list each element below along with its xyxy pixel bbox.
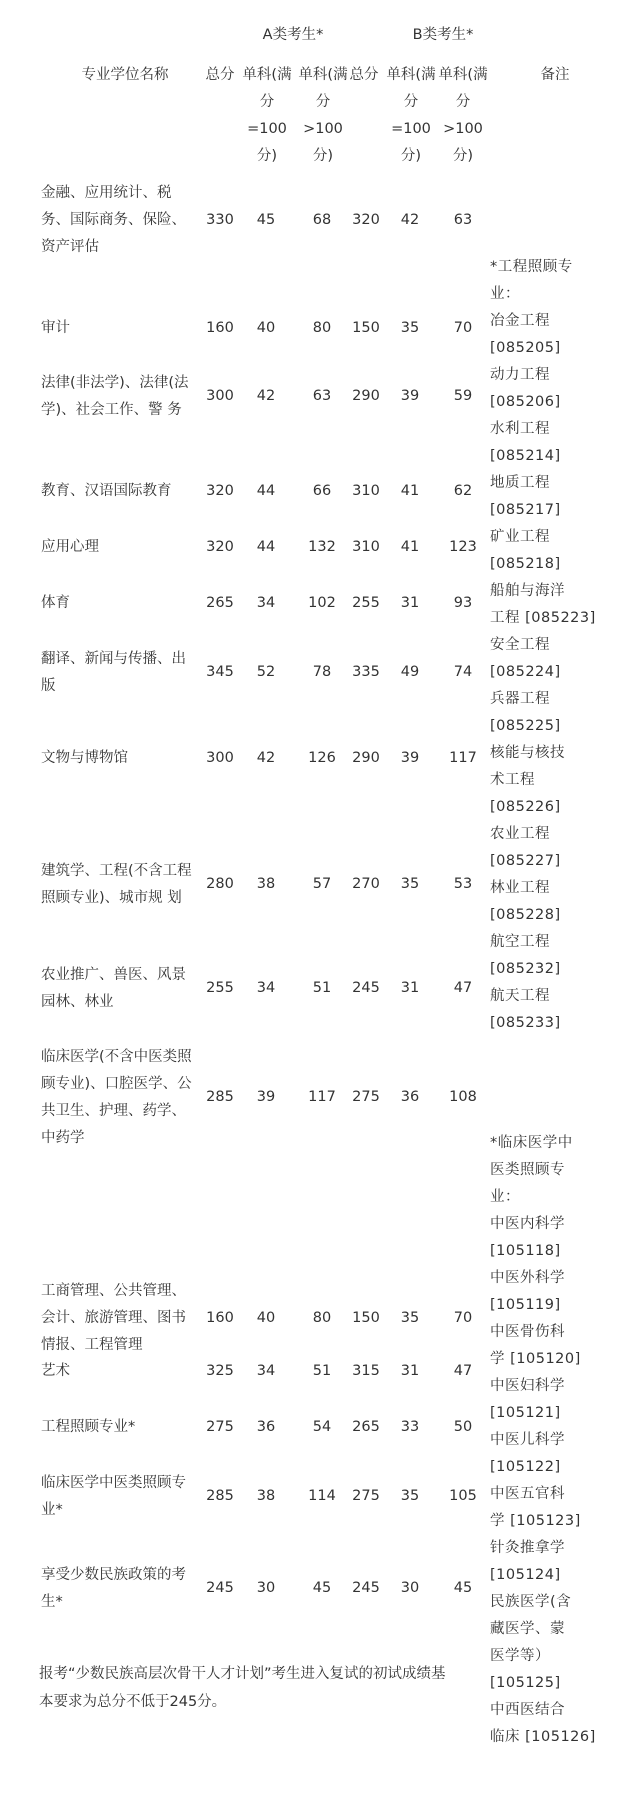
cell-b-total: 320 bbox=[352, 212, 380, 228]
cell-a-total: 245 bbox=[206, 1580, 234, 1596]
remark-line: [105119] bbox=[490, 1297, 561, 1313]
row-name bbox=[41, 858, 201, 912]
cell-b-eq100: 39 bbox=[400, 388, 420, 404]
remark-line: 临床 [105126] bbox=[490, 1729, 596, 1745]
cell-b-gt100: 108 bbox=[449, 1089, 477, 1105]
cell-b-gt100: 93 bbox=[453, 595, 473, 611]
cell-a-total: 255 bbox=[206, 980, 234, 996]
row-name-line: 临床医学中医类照顾专 bbox=[41, 1475, 186, 1491]
cell-b-total: 265 bbox=[352, 1419, 380, 1435]
header-line: 单科(满 bbox=[438, 67, 488, 83]
row-name bbox=[41, 1562, 201, 1616]
cell-b-eq100: 31 bbox=[400, 1363, 420, 1379]
remark-line: [085214] bbox=[490, 448, 561, 464]
cell-b-total: 290 bbox=[352, 388, 380, 404]
row-name-line: 农业推广、兽医、风景 bbox=[41, 967, 186, 983]
remark-line: [085217] bbox=[490, 502, 561, 518]
cell-a-eq100: 45 bbox=[256, 212, 276, 228]
remark-line: [085228] bbox=[490, 907, 561, 923]
remark-line: 民族医学(含 bbox=[490, 1594, 572, 1610]
remark-line: 地质工程 bbox=[490, 475, 550, 491]
row-name-line: 顾专业)、口腔医学、公 bbox=[41, 1076, 192, 1092]
row-name-line: 享受少数民族政策的考 bbox=[41, 1567, 186, 1583]
cell-b-total: 290 bbox=[352, 750, 380, 766]
remark-line: [085218] bbox=[490, 556, 561, 572]
footnote-line: 报考“少数民族高层次骨干人才计划”考生进入复试的初试成绩基 bbox=[39, 1666, 446, 1682]
cell-a-eq100: 34 bbox=[256, 595, 276, 611]
cell-a-eq100: 42 bbox=[256, 750, 276, 766]
cell-a-eq100: 52 bbox=[256, 664, 276, 680]
cell-a-gt100: 132 bbox=[308, 539, 336, 555]
col-header-b-total: 总分 bbox=[349, 67, 379, 83]
row-name-line: 应用心理 bbox=[41, 539, 99, 555]
row-name bbox=[41, 1470, 201, 1524]
remark-line: [105118] bbox=[490, 1243, 561, 1259]
header-line: =100 bbox=[247, 121, 287, 137]
cell-a-eq100: 39 bbox=[256, 1089, 276, 1105]
cell-a-total: 320 bbox=[206, 539, 234, 555]
remark-line: [085233] bbox=[490, 1015, 561, 1031]
row-name bbox=[41, 745, 201, 772]
remark-line: 藏医学、蒙 bbox=[490, 1621, 565, 1637]
cell-b-gt100: 123 bbox=[449, 539, 477, 555]
cell-a-eq100: 42 bbox=[256, 388, 276, 404]
remark-line: 兵器工程 bbox=[490, 691, 550, 707]
cell-a-total: 280 bbox=[206, 876, 234, 892]
cell-a-total: 285 bbox=[206, 1488, 234, 1504]
cell-b-eq100: 39 bbox=[400, 750, 420, 766]
remark-line: 中医外科学 bbox=[490, 1270, 565, 1286]
remark-line: 术工程 bbox=[490, 772, 535, 788]
cell-b-eq100: 42 bbox=[400, 212, 420, 228]
row-name bbox=[41, 180, 201, 261]
header-line: 分) bbox=[452, 148, 474, 164]
cell-a-eq100: 38 bbox=[256, 1488, 276, 1504]
cell-b-gt100: 47 bbox=[453, 1363, 473, 1379]
cell-a-gt100: 54 bbox=[312, 1419, 332, 1435]
remark-line: 学 [105120] bbox=[490, 1351, 581, 1367]
cell-b-eq100: 41 bbox=[400, 483, 420, 499]
cell-a-total: 285 bbox=[206, 1089, 234, 1105]
row-name-line: 学)、社会工作、警 务 bbox=[41, 402, 182, 418]
header-line: 分) bbox=[400, 148, 422, 164]
remark-line: [085206] bbox=[490, 394, 561, 410]
row-name-line: 建筑学、工程(不含工程 bbox=[41, 863, 192, 879]
row-name-line: 临床医学(不含中医类照 bbox=[41, 1049, 192, 1065]
col-header-b-gt100 bbox=[432, 62, 494, 170]
cell-b-eq100: 35 bbox=[400, 320, 420, 336]
cell-b-total: 245 bbox=[352, 1580, 380, 1596]
cell-b-total: 275 bbox=[352, 1488, 380, 1504]
row-name-line: 共卫生、护理、药学、 bbox=[41, 1103, 186, 1119]
cell-a-gt100: 63 bbox=[312, 388, 332, 404]
remark-line: 中医内科学 bbox=[490, 1216, 565, 1232]
cell-b-gt100: 45 bbox=[453, 1580, 473, 1596]
group-a-label: A类考生* bbox=[262, 27, 324, 43]
cell-a-eq100: 40 bbox=[256, 1310, 276, 1326]
header-line: 分 bbox=[315, 94, 331, 110]
remark-line: [105125] bbox=[490, 1675, 561, 1691]
cell-a-gt100: 66 bbox=[312, 483, 332, 499]
remark-line: 中西医结合 bbox=[490, 1702, 565, 1718]
cell-a-eq100: 36 bbox=[256, 1419, 276, 1435]
cell-b-gt100: 105 bbox=[449, 1488, 477, 1504]
remark-line: [085205] bbox=[490, 340, 561, 356]
cell-b-total: 335 bbox=[352, 664, 380, 680]
row-name-line: 文物与博物馆 bbox=[41, 750, 128, 766]
cell-a-gt100: 45 bbox=[312, 1580, 332, 1596]
row-name bbox=[41, 370, 201, 424]
row-name bbox=[41, 1278, 201, 1359]
remark-line: 核能与核技 bbox=[490, 745, 565, 761]
group-b-label: B类考生* bbox=[412, 27, 474, 43]
cell-a-gt100: 114 bbox=[308, 1488, 336, 1504]
cell-b-gt100: 53 bbox=[453, 876, 473, 892]
cell-a-total: 345 bbox=[206, 664, 234, 680]
remark-line: 航天工程 bbox=[490, 988, 550, 1004]
cell-b-gt100: 70 bbox=[453, 1310, 473, 1326]
row-name-line: 资产评估 bbox=[41, 239, 99, 255]
header-line: =100 bbox=[391, 121, 431, 137]
cell-b-total: 255 bbox=[352, 595, 380, 611]
cell-b-gt100: 63 bbox=[453, 212, 473, 228]
row-name-line: 务、国际商务、保险、 bbox=[41, 212, 186, 228]
cell-b-eq100: 41 bbox=[400, 539, 420, 555]
row-name bbox=[41, 1358, 201, 1385]
cell-b-total: 275 bbox=[352, 1089, 380, 1105]
cell-b-gt100: 74 bbox=[453, 664, 473, 680]
row-name-line: 金融、应用统计、税 bbox=[41, 185, 172, 201]
cell-a-gt100: 57 bbox=[312, 876, 332, 892]
cell-a-gt100: 51 bbox=[312, 1363, 332, 1379]
row-name bbox=[41, 590, 201, 617]
cell-b-eq100: 30 bbox=[400, 1580, 420, 1596]
col-header-name: 专业学位名称 bbox=[81, 67, 169, 83]
remark-line: [085232] bbox=[490, 961, 561, 977]
remark-line: [105121] bbox=[490, 1405, 561, 1421]
remark-line: *工程照顾专 bbox=[490, 259, 573, 275]
cell-a-eq100: 38 bbox=[256, 876, 276, 892]
cell-b-gt100: 70 bbox=[453, 320, 473, 336]
remark-line: 医类照顾专 bbox=[490, 1162, 565, 1178]
header-line: >100 bbox=[303, 121, 343, 137]
cell-a-gt100: 78 bbox=[312, 664, 332, 680]
remark-line: [085224] bbox=[490, 664, 561, 680]
row-name bbox=[41, 1414, 201, 1441]
remark-line: 针灸推拿学 bbox=[490, 1540, 565, 1556]
row-name-line: 园林、林业 bbox=[41, 994, 114, 1010]
row-name-line: 翻译、新闻与传播、出 bbox=[41, 651, 186, 667]
row-name-line: 中药学 bbox=[41, 1130, 85, 1146]
remark-line: 船舶与海洋 bbox=[490, 583, 565, 599]
cell-a-gt100: 68 bbox=[312, 212, 332, 228]
row-name bbox=[41, 534, 201, 561]
row-name bbox=[41, 646, 201, 700]
header-line: 分 bbox=[259, 94, 275, 110]
footnote bbox=[39, 1660, 489, 1716]
cell-b-gt100: 47 bbox=[453, 980, 473, 996]
remark-line: 动力工程 bbox=[490, 367, 550, 383]
row-name-line: 体育 bbox=[41, 595, 70, 611]
cell-b-eq100: 33 bbox=[400, 1419, 420, 1435]
row-name-line: 工商管理、公共管理、 bbox=[41, 1283, 186, 1299]
cell-a-total: 300 bbox=[206, 750, 234, 766]
header-line: 单科(满 bbox=[386, 67, 436, 83]
cell-a-total: 330 bbox=[206, 212, 234, 228]
cell-a-gt100: 117 bbox=[308, 1089, 336, 1105]
row-name-line: 会计、旅游管理、图书 bbox=[41, 1310, 186, 1326]
remark-tcm-list bbox=[490, 1130, 610, 1751]
header-line: 单科(满 bbox=[298, 67, 348, 83]
remark-line: 航空工程 bbox=[490, 934, 550, 950]
cell-b-eq100: 31 bbox=[400, 980, 420, 996]
remark-line: 业： bbox=[490, 286, 520, 302]
remark-line: 学 [105123] bbox=[490, 1513, 581, 1529]
footnote-line: 本要求为总分不低于245分。 bbox=[39, 1694, 227, 1710]
remark-line: 中医骨伤科 bbox=[490, 1324, 565, 1340]
cell-a-eq100: 34 bbox=[256, 1363, 276, 1379]
remark-line: 医学等） bbox=[490, 1648, 550, 1664]
row-name-line: 生* bbox=[41, 1594, 63, 1610]
row-name-line: 情报、工程管理 bbox=[41, 1337, 143, 1353]
header-line: 分) bbox=[312, 148, 334, 164]
col-header-a-total: 总分 bbox=[205, 67, 235, 83]
cell-b-eq100: 31 bbox=[400, 595, 420, 611]
cell-b-total: 315 bbox=[352, 1363, 380, 1379]
cell-a-eq100: 44 bbox=[256, 483, 276, 499]
header-line: 分 bbox=[403, 94, 419, 110]
row-name-line: 艺术 bbox=[41, 1363, 70, 1379]
cell-a-total: 300 bbox=[206, 388, 234, 404]
remark-line: *临床医学中 bbox=[490, 1135, 573, 1151]
remark-line: 矿业工程 bbox=[490, 529, 550, 545]
row-name-line: 照顾专业)、城市规 划 bbox=[41, 890, 182, 906]
cell-b-gt100: 59 bbox=[453, 388, 473, 404]
remark-line: [085226] bbox=[490, 799, 561, 815]
row-name-line: 工程照顾专业* bbox=[41, 1419, 136, 1435]
row-name bbox=[41, 315, 201, 342]
remark-line: 农业工程 bbox=[490, 826, 550, 842]
cell-a-eq100: 34 bbox=[256, 980, 276, 996]
cell-b-gt100: 50 bbox=[453, 1419, 473, 1435]
cell-a-eq100: 44 bbox=[256, 539, 276, 555]
cell-b-gt100: 62 bbox=[453, 483, 473, 499]
cell-b-total: 270 bbox=[352, 876, 380, 892]
remark-line: 水利工程 bbox=[490, 421, 550, 437]
cell-b-total: 310 bbox=[352, 483, 380, 499]
row-name-line: 审计 bbox=[41, 320, 70, 336]
cell-b-eq100: 35 bbox=[400, 876, 420, 892]
cell-a-gt100: 126 bbox=[308, 750, 336, 766]
remark-line: [085225] bbox=[490, 718, 561, 734]
cell-b-eq100: 49 bbox=[400, 664, 420, 680]
cell-a-eq100: 30 bbox=[256, 1580, 276, 1596]
cell-a-total: 275 bbox=[206, 1419, 234, 1435]
cell-b-eq100: 35 bbox=[400, 1310, 420, 1326]
cell-a-gt100: 102 bbox=[308, 595, 336, 611]
remark-line: 工程 [085223] bbox=[490, 610, 596, 626]
cell-b-eq100: 36 bbox=[400, 1089, 420, 1105]
cell-a-gt100: 80 bbox=[312, 320, 332, 336]
cell-b-gt100: 117 bbox=[449, 750, 477, 766]
remark-line: 安全工程 bbox=[490, 637, 550, 653]
cell-a-total: 265 bbox=[206, 595, 234, 611]
header-line: >100 bbox=[443, 121, 483, 137]
cell-a-gt100: 80 bbox=[312, 1310, 332, 1326]
cell-a-total: 325 bbox=[206, 1363, 234, 1379]
row-name-line: 版 bbox=[41, 678, 56, 694]
remark-engineering-list bbox=[490, 254, 610, 1037]
remark-line: 中医五官科 bbox=[490, 1486, 565, 1502]
cell-b-total: 150 bbox=[352, 1310, 380, 1326]
row-name-line: 法律(非法学)、法律(法 bbox=[41, 375, 189, 391]
cell-a-eq100: 40 bbox=[256, 320, 276, 336]
row-name-line: 教育、汉语国际教育 bbox=[41, 483, 172, 499]
remark-line: [105124] bbox=[490, 1567, 561, 1583]
cell-a-total: 160 bbox=[206, 320, 234, 336]
row-name bbox=[41, 478, 201, 505]
col-header-a-eq100 bbox=[236, 62, 298, 170]
header-line: 单科(满 bbox=[242, 67, 292, 83]
remark-line: [105122] bbox=[490, 1459, 561, 1475]
cell-b-total: 310 bbox=[352, 539, 380, 555]
cell-b-total: 245 bbox=[352, 980, 380, 996]
remark-line: 中医妇科学 bbox=[490, 1378, 565, 1394]
cell-a-total: 160 bbox=[206, 1310, 234, 1326]
remark-line: 业： bbox=[490, 1189, 520, 1205]
col-header-remark: 备注 bbox=[540, 67, 570, 83]
row-name-line: 业* bbox=[41, 1502, 63, 1518]
cell-b-total: 150 bbox=[352, 320, 380, 336]
row-name bbox=[41, 1044, 201, 1152]
row-name bbox=[41, 962, 201, 1016]
header-line: 分) bbox=[256, 148, 278, 164]
remark-line: 冶金工程 bbox=[490, 313, 550, 329]
header-line: 分 bbox=[455, 94, 471, 110]
remark-line: 中医儿科学 bbox=[490, 1432, 565, 1448]
remark-line: [085227] bbox=[490, 853, 561, 869]
cell-a-total: 320 bbox=[206, 483, 234, 499]
remark-line: 林业工程 bbox=[490, 880, 550, 896]
cell-b-eq100: 35 bbox=[400, 1488, 420, 1504]
cell-a-gt100: 51 bbox=[312, 980, 332, 996]
